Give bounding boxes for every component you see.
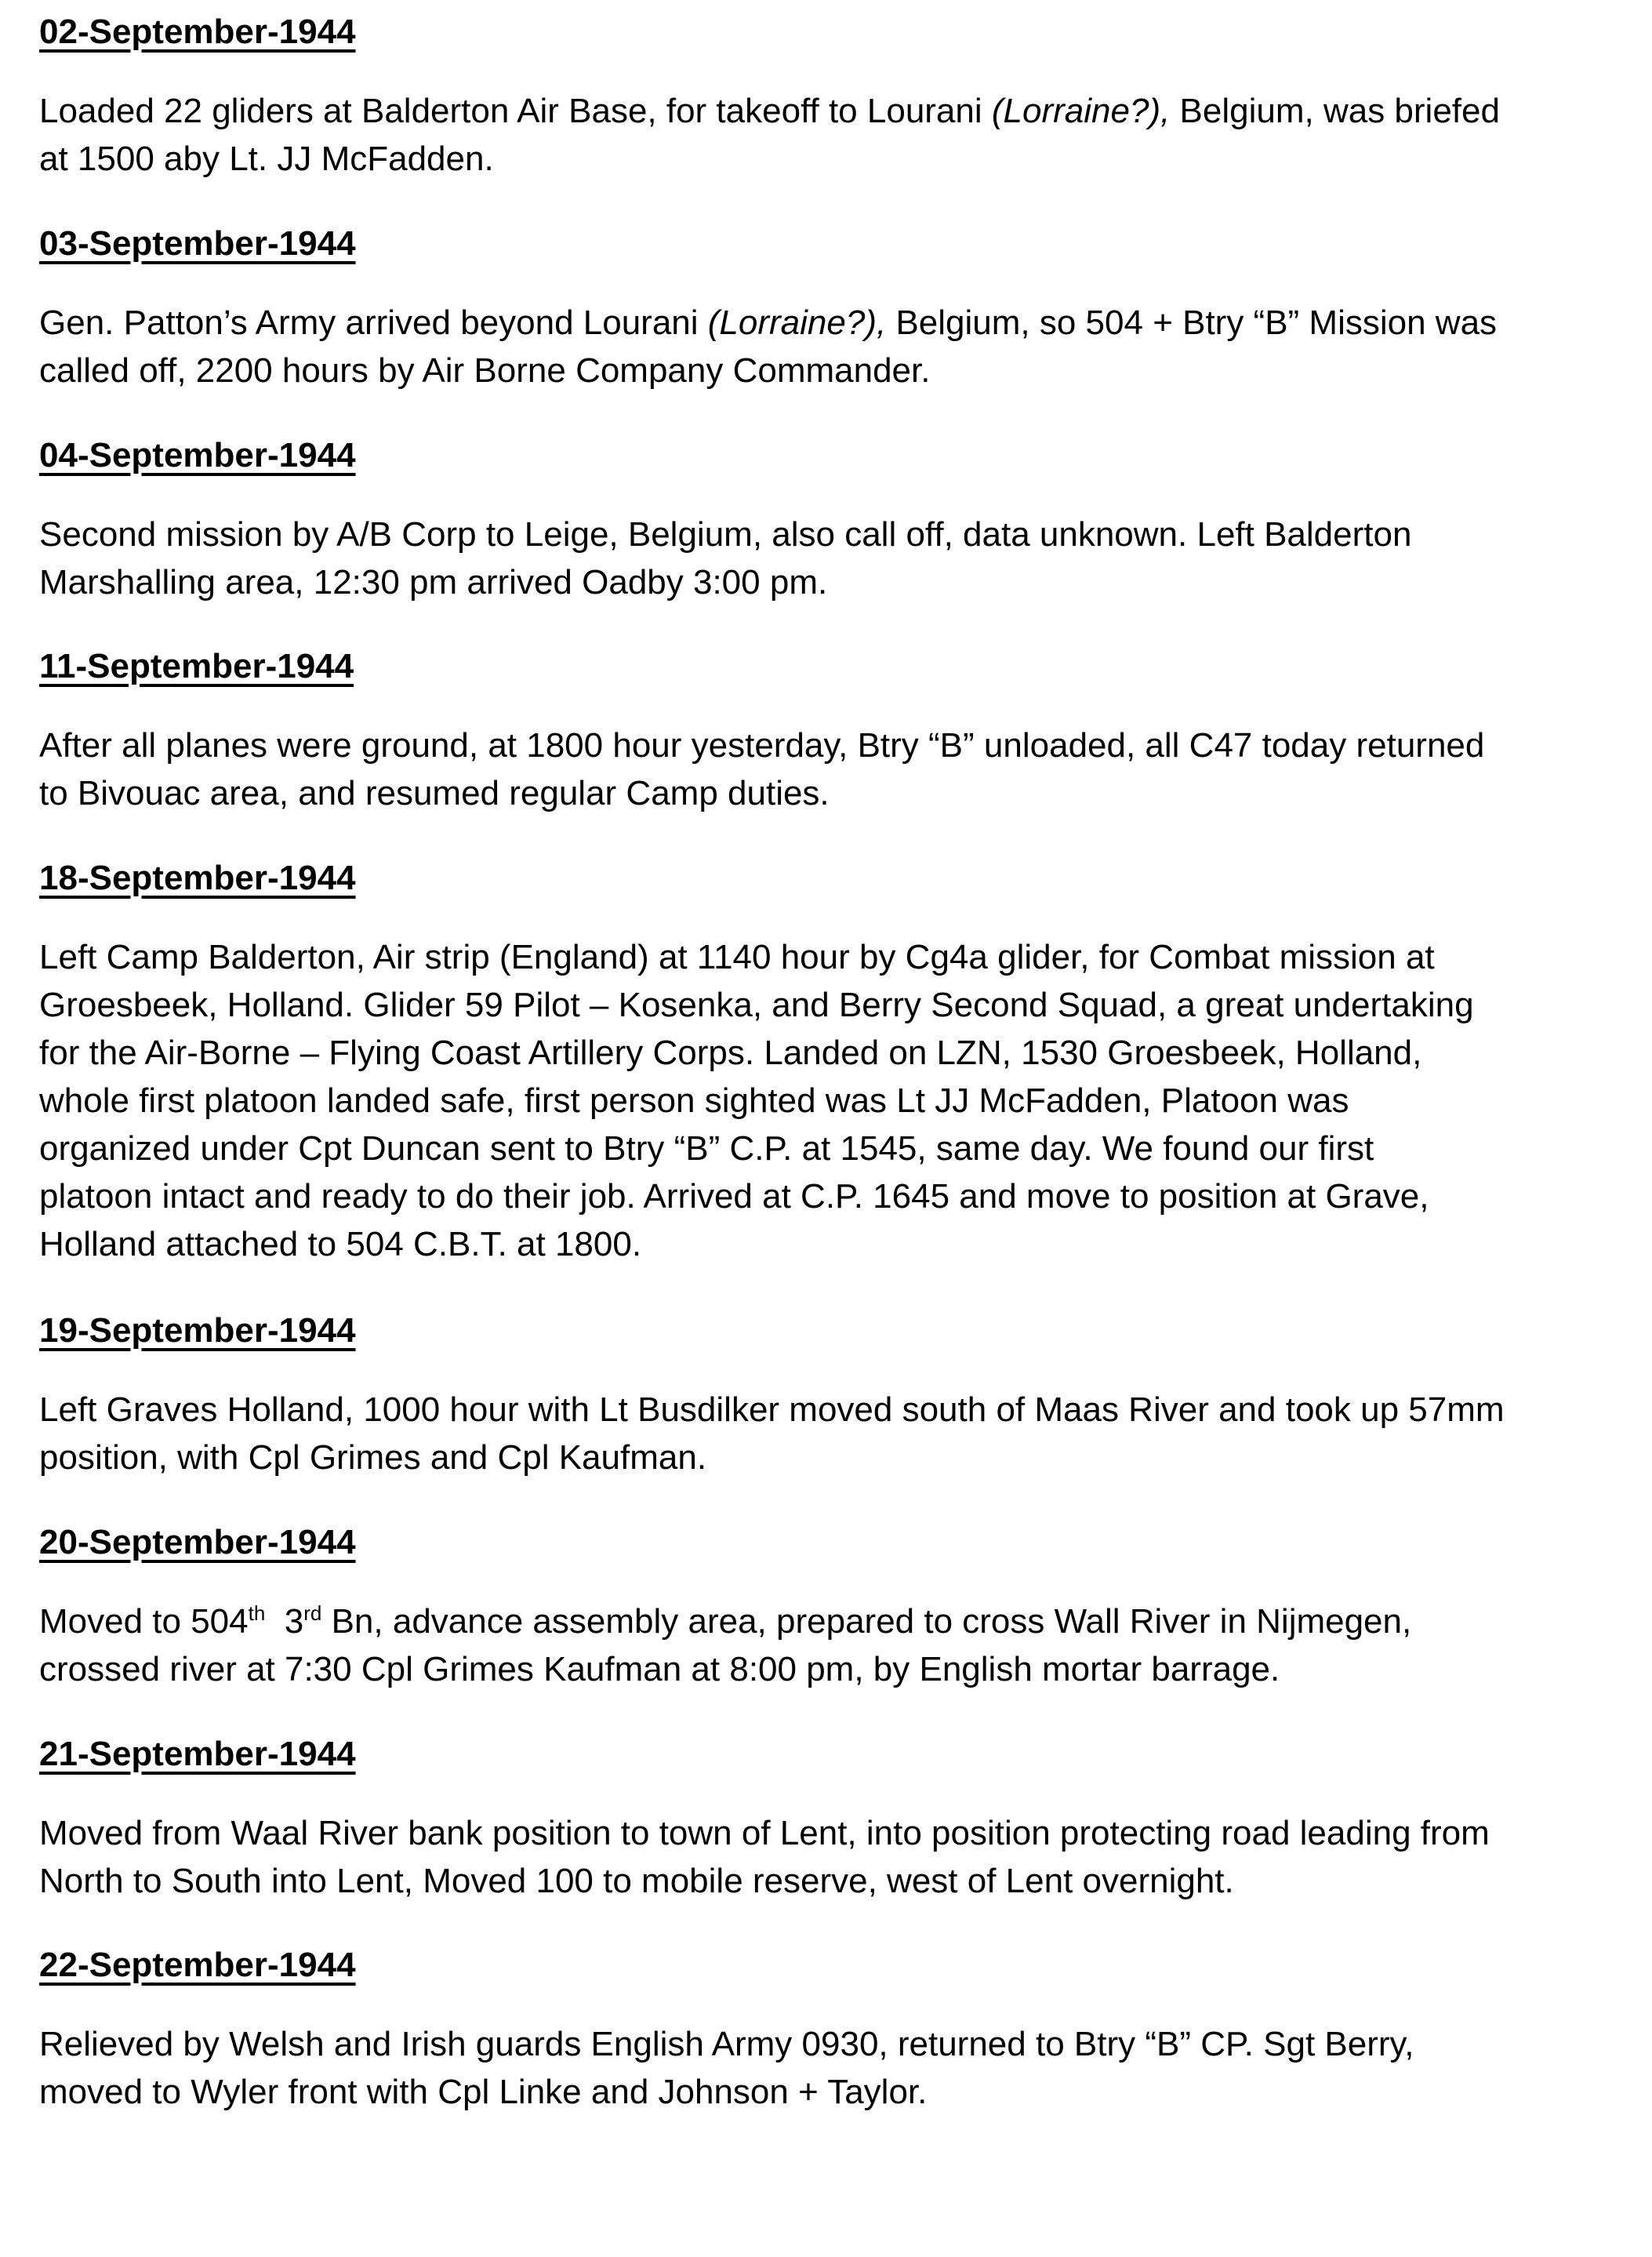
entry-date: 20-September-1944	[39, 1523, 356, 1561]
entry-text	[39, 933, 1615, 1268]
entry-text	[39, 1386, 1615, 1481]
entry-text	[39, 299, 1615, 394]
text-line: Marshalling area, 12:30 pm arrived Oadby 3:00 pm.	[39, 563, 828, 602]
entry-date: 21-September-1944	[39, 1735, 356, 1773]
entry-date: 11-September-1944	[39, 647, 354, 685]
entry-date: 18-September-1944	[39, 859, 356, 897]
text-line: Moved from Waal River bank position to town of Lent, into position protecting road leading from	[39, 1814, 1490, 1852]
text-line: whole first platoon landed safe, first person sighted was Lt JJ McFadden, Platoon was	[39, 1081, 1349, 1120]
text-line: Left Graves Holland, 1000 hour with Lt Busdilker moved south of Maas River and took up 57mm	[39, 1390, 1505, 1429]
text-line: platoon intact and ready to do their job. Arrived at C.P. 1645 and move to position at Grave,	[39, 1177, 1429, 1216]
entry-date: 04-September-1944	[39, 436, 356, 474]
text-line: Holland attached to 504 C.B.T. at 1800.	[39, 1225, 642, 1263]
text-line: Second mission by A/B Corp to Leige, Belgium, also call off, data unknown. Left Balderton	[39, 515, 1412, 554]
text-line: Gen. Patton’s Army arrived beyond Lourani (Lorraine?), Belgium, so 504 + Btry “B” Mission was	[39, 303, 1498, 342]
entry-text	[39, 511, 1615, 606]
text-line: Moved to 504th 3rd Bn, advance assembly area, prepared to cross Wall River in Nijmegen,	[39, 1601, 1412, 1641]
text-line: at 1500 aby Lt. JJ McFadden.	[39, 140, 494, 178]
text-line: Groesbeek, Holland. Glider 59 Pilot – Kosenka, and Berry Second Squad, a great undertaking	[39, 986, 1474, 1024]
entry-text	[39, 1597, 1615, 1693]
entry-date: 02-September-1944	[39, 13, 356, 51]
entry-text	[39, 1809, 1615, 1905]
text-line: for the Air-Borne – Flying Coast Artillery Corps. Landed on LZN, 1530 Groesbeek, Holland,	[39, 1034, 1422, 1072]
italic-note: (Lorraine?),	[991, 92, 1171, 130]
entry-date: 03-September-1944	[39, 224, 356, 263]
superscript: rd	[303, 1601, 322, 1625]
text-line: crossed river at 7:30 Cpl Grimes Kaufman at 8:00 pm, by English mortar barrage.	[39, 1650, 1280, 1688]
text-line: called off, 2200 hours by Air Borne Company Commander.	[39, 351, 931, 390]
italic-note: (Lorraine?),	[707, 303, 887, 342]
text-line: organized under Cpt Duncan sent to Btry “B” C.P. at 1545, same day. We found our first	[39, 1129, 1374, 1168]
text-line: Loaded 22 gliders at Balderton Air Base, for takeoff to Lourani (Lorraine?), Belgium, was briefed	[39, 92, 1500, 130]
entry-text	[39, 721, 1615, 817]
text-line: After all planes were ground, at 1800 hour yesterday, Btry “B” unloaded, all C47 today returned	[39, 726, 1485, 765]
text-line: to Bivouac area, and resumed regular Camp duties.	[39, 774, 830, 812]
text-line: Left Camp Balderton, Air strip (England) at 1140 hour by Cg4a glider, for Combat mission at	[39, 938, 1435, 976]
superscript: th	[248, 1601, 266, 1625]
text-line: position, with Cpl Grimes and Cpl Kaufman.	[39, 1438, 707, 1477]
entry-date: 22-September-1944	[39, 1946, 356, 1984]
entry-text	[39, 2020, 1615, 2116]
entry-text	[39, 87, 1615, 183]
text-line: North to South into Lent, Moved 100 to mobile reserve, west of Lent overnight.	[39, 1862, 1234, 1900]
text-line: Relieved by Welsh and Irish guards English Army 0930, returned to Btry “B” CP. Sgt Berry,	[39, 2025, 1414, 2063]
entry-date: 19-September-1944	[39, 1311, 356, 1350]
text-line: moved to Wyler front with Cpl Linke and Johnson + Taylor.	[39, 2073, 928, 2111]
